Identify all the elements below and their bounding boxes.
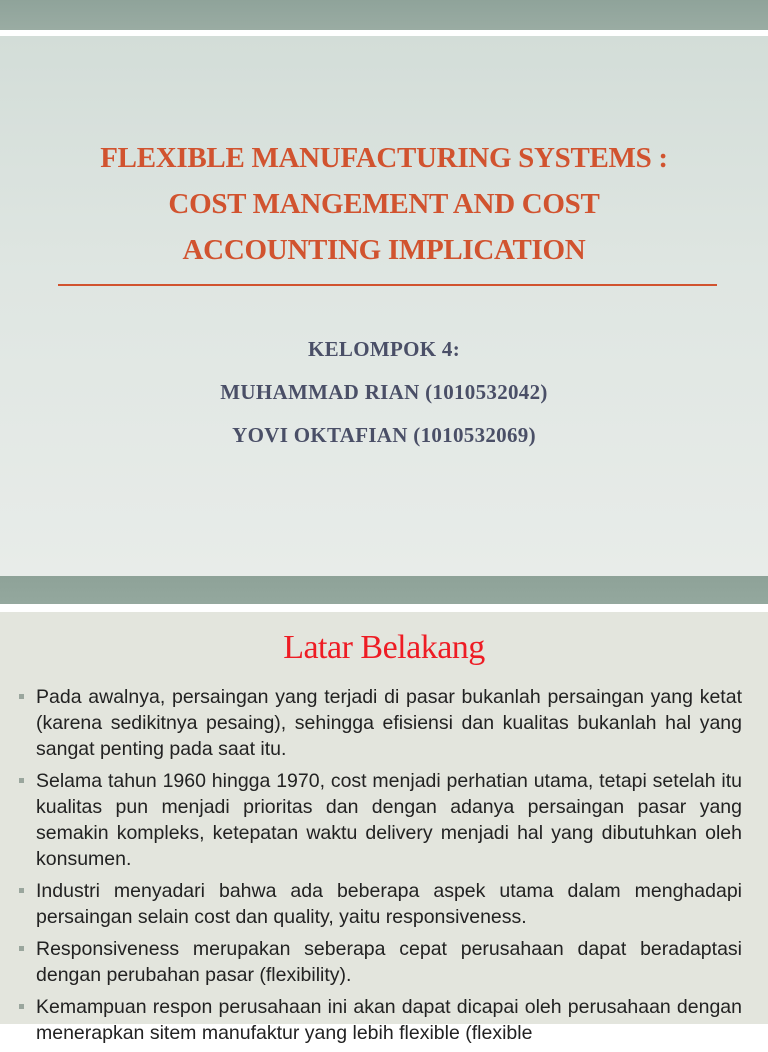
title-line: ACCOUNTING IMPLICATION (182, 234, 586, 266)
title-line: COST MANGEMENT AND COST (168, 188, 600, 220)
bullet-item (14, 936, 742, 988)
title-line: FLEXIBLE MANUFACTURING SYSTEMS : (100, 142, 668, 174)
title-divider (58, 284, 717, 286)
title-slide-body (0, 36, 768, 576)
bullet-text: Industri menyadari bahwa ada beberapa aspek utama dalam menghadapi persaingan selain cost dan quality, yaitu responsiveness. (36, 880, 742, 928)
bullet-text: Responsiveness merupakan seberapa cepat perusahaan dapat beradaptasi dengan perubahan pasar (flexibility). (36, 938, 742, 986)
slide-heading: Latar Belakang (283, 629, 485, 666)
group-info (0, 328, 768, 457)
member-name: YOVI OKTAFIAN (1010532069) (232, 423, 536, 447)
content-slide (0, 612, 768, 1044)
group-label: KELOMPOK 4: (307, 337, 461, 361)
bullet-list (14, 684, 742, 1052)
member-name: MUHAMMAD RIAN (1010532042) (220, 380, 548, 404)
bullet-item (14, 768, 742, 872)
bullet-marker-icon (19, 1004, 24, 1009)
bullet-item (14, 878, 742, 930)
bullet-text: Kemampuan respon perusahaan ini akan dapat dicapai oleh perusahaan dengan menerapkan sitem manufaktur yang lebih flexible (flexible (36, 996, 742, 1044)
bullet-marker-icon (19, 694, 24, 699)
bullet-marker-icon (19, 946, 24, 951)
bullet-text: Pada awalnya, persaingan yang terjadi di pasar bukanlah persaingan yang ketat (karena sedikitnya pesaing), sehingga efisiensi dan kualitas bukanlah hal yang sangat penting pada saat itu. (36, 686, 742, 760)
bullet-marker-icon (19, 778, 24, 783)
bottom-accent-bar (0, 576, 768, 604)
bullet-item (14, 994, 742, 1046)
bullet-item (14, 684, 742, 762)
bullet-marker-icon (19, 888, 24, 893)
top-accent-bar (0, 0, 768, 30)
presentation-title (40, 135, 728, 273)
bullet-text: Selama tahun 1960 hingga 1970, cost menjadi perhatian utama, tetapi setelah itu kualitas pun menjadi prioritas dan dengan adanya persaingan pasar yang semakin kompleks, ketepatan waktu delivery menjadi hal yang dibutuhkan oleh konsumen. (36, 770, 742, 870)
